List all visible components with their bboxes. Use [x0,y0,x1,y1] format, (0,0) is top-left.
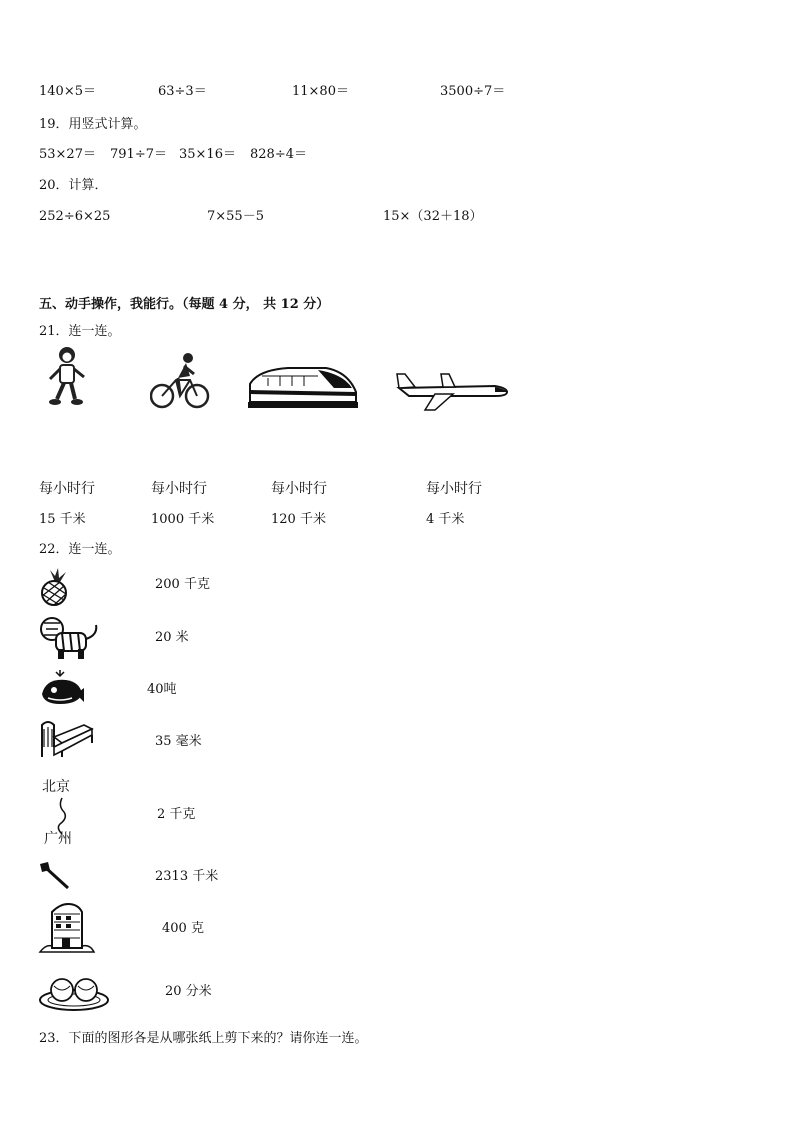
plate-of-fruit-picture [38,972,110,1012]
whale-picture [38,670,86,708]
q22-value-5: 2 千克 [157,807,196,822]
q19-item-4: 828÷4＝ [250,147,307,162]
q21-speed-label-2: 每小时行 [151,481,207,497]
q22-value-2: 20 米 [155,630,189,645]
q20-item-2: 7×55－5 [207,209,264,224]
q21-title: 21．连一连。 [39,324,121,339]
q22-value-8: 20 分米 [165,984,212,999]
q21-speed-3: 120 千米 [271,512,326,527]
pineapple-picture [38,568,72,606]
q18-item-2: 63÷3＝ [158,84,207,99]
building-picture [38,900,96,954]
q22-value-6: 2313 千米 [155,869,219,884]
q22-value-3: 40吨 [147,682,177,697]
q18-item-1: 140×5＝ [39,84,96,99]
q19-item-3: 35×16＝ [179,147,236,162]
q19-item-1: 53×27＝ [39,147,96,162]
airplane-picture [395,370,510,412]
tiger-picture [38,615,102,663]
q19-title: 19．用竖式计算。 [39,117,147,132]
q22-value-4: 35 毫米 [155,734,202,749]
q22-value-7: 400 克 [162,921,204,936]
q20-title: 20．计算． [39,178,108,193]
q21-speed-1: 15 千米 [39,512,86,527]
q20-item-1: 252÷6×25 [39,209,111,224]
high-speed-train-picture [248,362,358,410]
q22-value-1: 200 千克 [155,577,210,592]
q18-item-4: 3500÷7＝ [440,84,506,99]
q21-speed-4: 4 千米 [426,512,465,527]
beijing-guangzhou-map [40,778,85,850]
section-5-heading: 五、动手操作，我能行。（每题 4 分， 共 12 分） [39,297,330,312]
map-label-beijing: 北京 [42,779,70,795]
q23-title: 23．下面的图形各是从哪张纸上剪下来的？请你连一连。 [39,1031,368,1046]
q22-title: 22．连一连。 [39,542,121,557]
q20-item-3: 15×（32＋18） [383,209,483,224]
q19-item-2: 791÷7＝ [110,147,167,162]
bed-picture [38,715,94,759]
q21-speed-label-3: 每小时行 [271,481,327,497]
map-label-guangzhou: 广州 [44,831,72,847]
q21-speed-label-1: 每小时行 [39,481,95,497]
nail-picture [38,860,72,890]
q21-speed-label-4: 每小时行 [426,481,482,497]
q21-speed-2: 1000 千米 [151,512,215,527]
q18-item-3: 11×80＝ [292,84,349,99]
girl-walking-picture [45,345,90,407]
cyclist-picture [150,350,210,412]
